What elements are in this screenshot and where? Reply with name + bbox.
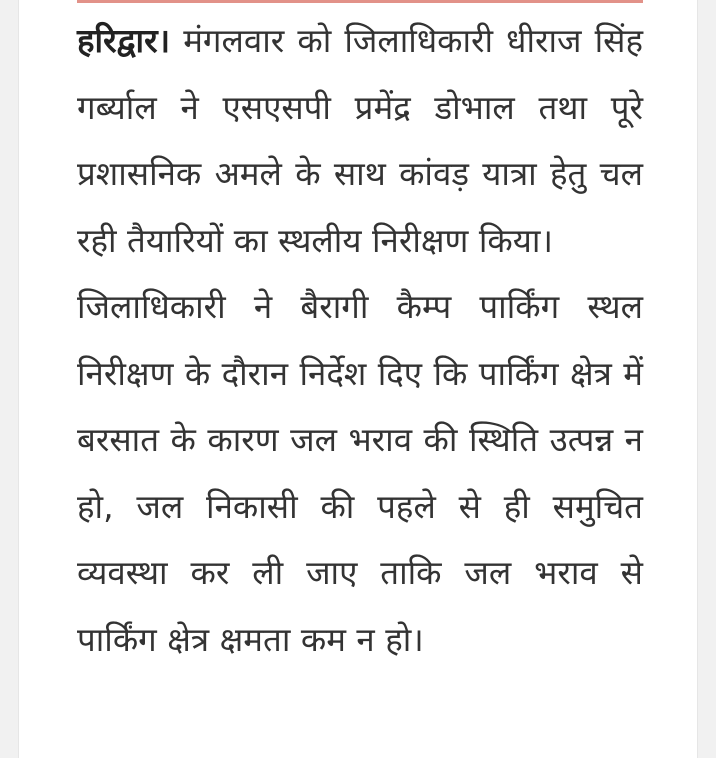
paragraph-1 (77, 8, 643, 274)
paragraph-1-text: मंगलवार को जिलाधिकारी धीराज सिंह गर्ब्याल ने एसएसपी प्रमेंद्र डोभाल तथा पूरे प्रशासनिक अमले के साथ कांवड़ यात्रा हेतु चल रही तैयारियों का स्थलीय निरीक्षण किया। (77, 21, 643, 260)
dateline: हरिद्वार। (77, 21, 171, 60)
header-divider (77, 0, 643, 3)
article-body (77, 8, 643, 673)
paragraph-2: जिलाधिकारी ने बैरागी कैम्प पार्किंग स्थल निरीक्षण के दौरान निर्देश दिए कि पार्किंग क्षेत्र में बरसात के कारण जल भराव की स्थिति उत्पन्न न हो, जल निकासी की पहले से ही समुचित व्यवस्था कर ली जाए ताकि जल भराव से पार्किंग क्षेत्र क्षमता कम न हो। (77, 287, 643, 659)
article-page (18, 0, 698, 758)
